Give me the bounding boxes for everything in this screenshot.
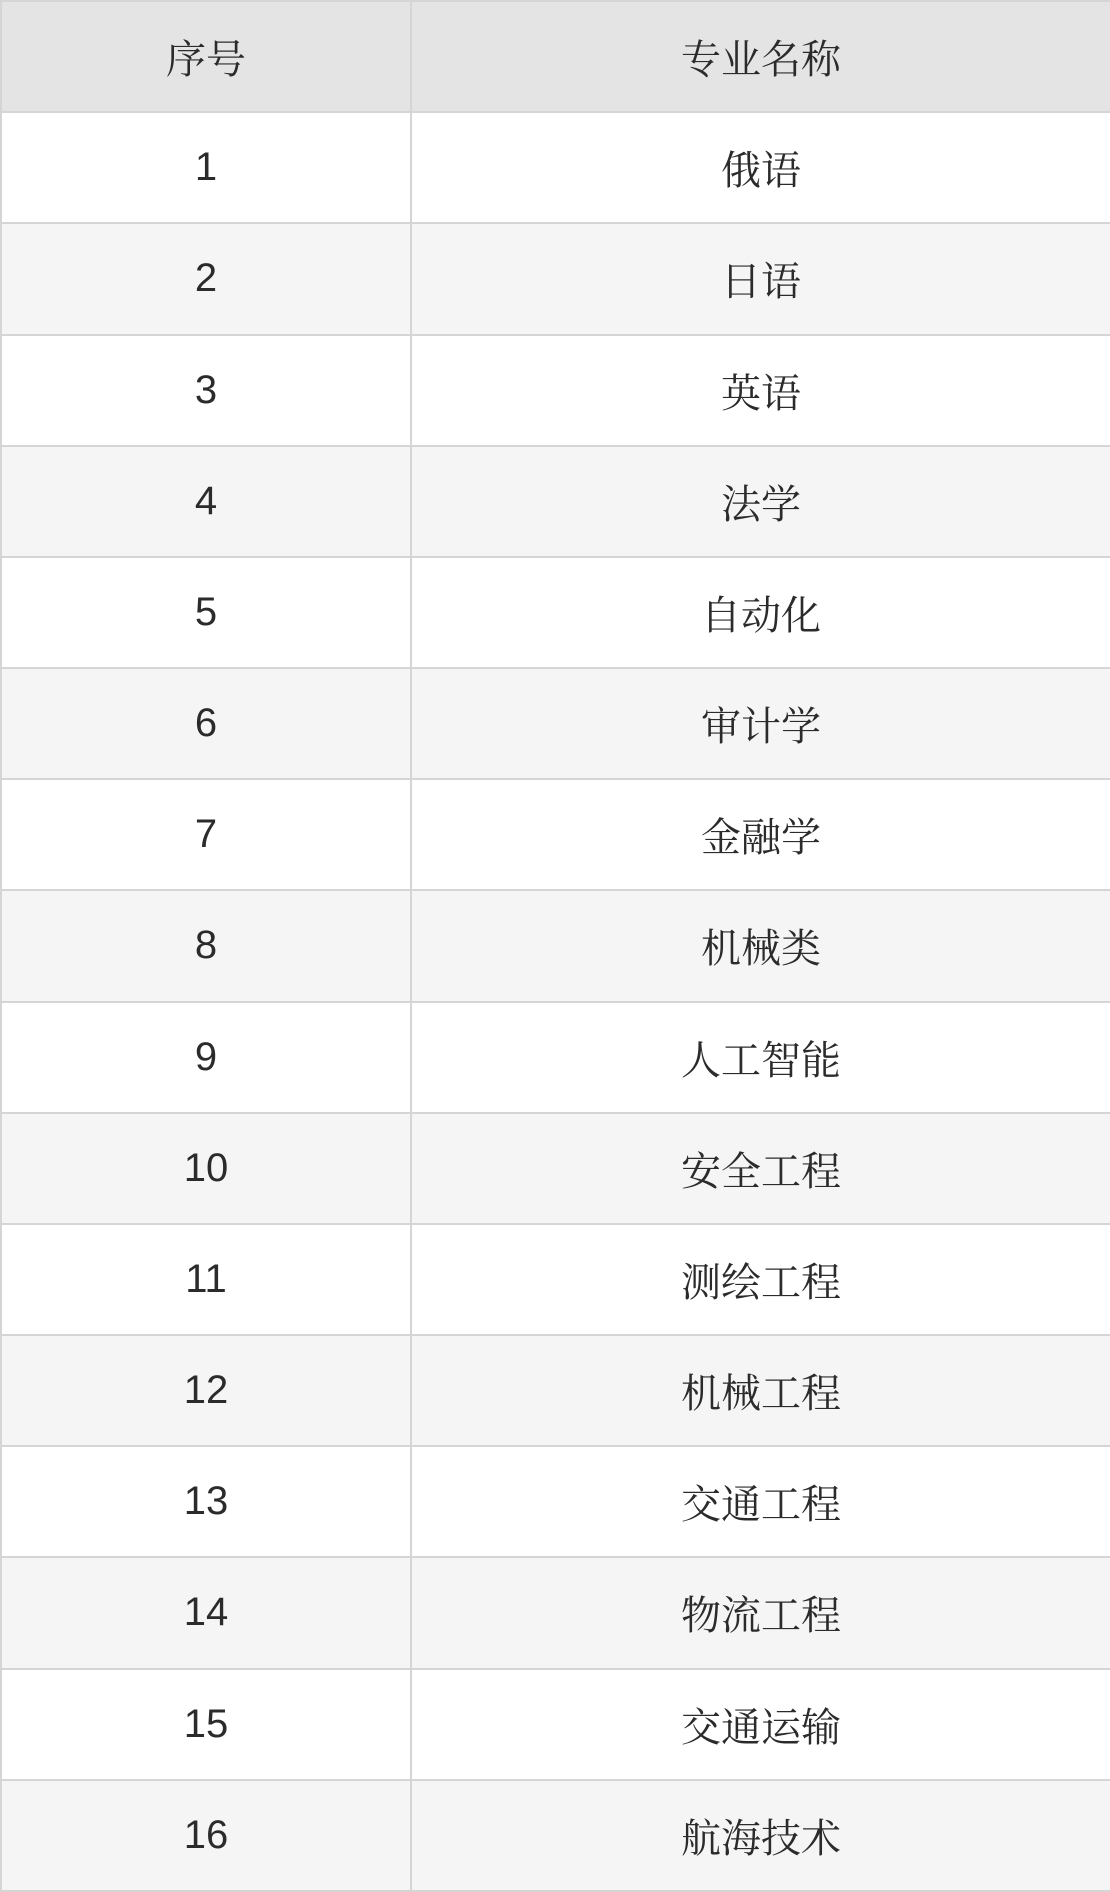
table-header [1, 1, 1110, 112]
table-row [1, 1557, 1110, 1668]
major-name-cell: 金融学 [411, 779, 1110, 890]
row-index-cell: 6 [1, 668, 411, 779]
major-name-cell: 机械类 [411, 890, 1110, 1001]
major-name-cell: 交通运输 [411, 1669, 1110, 1780]
row-index-cell: 12 [1, 1335, 411, 1446]
major-name-cell: 航海技术 [411, 1780, 1110, 1891]
row-index-cell: 10 [1, 1113, 411, 1224]
major-name-cell: 测绘工程 [411, 1224, 1110, 1335]
table-row [1, 668, 1110, 779]
major-name-cell: 法学 [411, 446, 1110, 557]
major-name-cell: 日语 [411, 223, 1110, 334]
row-index-cell: 1 [1, 112, 411, 223]
row-index-cell: 7 [1, 779, 411, 890]
table-body [1, 112, 1110, 1891]
major-name-cell: 机械工程 [411, 1335, 1110, 1446]
row-index-cell: 13 [1, 1446, 411, 1557]
table-header-row [1, 1, 1110, 112]
row-index-cell: 2 [1, 223, 411, 334]
table-row [1, 446, 1110, 557]
table-row [1, 890, 1110, 1001]
table-row [1, 1335, 1110, 1446]
row-index-cell: 5 [1, 557, 411, 668]
row-index-cell: 9 [1, 1002, 411, 1113]
major-name-cell: 人工智能 [411, 1002, 1110, 1113]
table-row [1, 1224, 1110, 1335]
table-row [1, 1669, 1110, 1780]
table-row [1, 779, 1110, 890]
major-name-cell: 自动化 [411, 557, 1110, 668]
column-header-major: 专业名称 [411, 1, 1110, 112]
table-row [1, 1446, 1110, 1557]
column-header-index: 序号 [1, 1, 411, 112]
major-name-cell: 审计学 [411, 668, 1110, 779]
row-index-cell: 14 [1, 1557, 411, 1668]
row-index-cell: 15 [1, 1669, 411, 1780]
row-index-cell: 4 [1, 446, 411, 557]
major-name-cell: 俄语 [411, 112, 1110, 223]
major-name-cell: 交通工程 [411, 1446, 1110, 1557]
row-index-cell: 16 [1, 1780, 411, 1891]
major-name-cell: 安全工程 [411, 1113, 1110, 1224]
table-row [1, 1113, 1110, 1224]
table-row [1, 335, 1110, 446]
table-row [1, 112, 1110, 223]
table-row [1, 1002, 1110, 1113]
table-row [1, 557, 1110, 668]
row-index-cell: 11 [1, 1224, 411, 1335]
table-row [1, 223, 1110, 334]
row-index-cell: 8 [1, 890, 411, 1001]
major-name-cell: 物流工程 [411, 1557, 1110, 1668]
table-row [1, 1780, 1110, 1891]
major-name-cell: 英语 [411, 335, 1110, 446]
row-index-cell: 3 [1, 335, 411, 446]
